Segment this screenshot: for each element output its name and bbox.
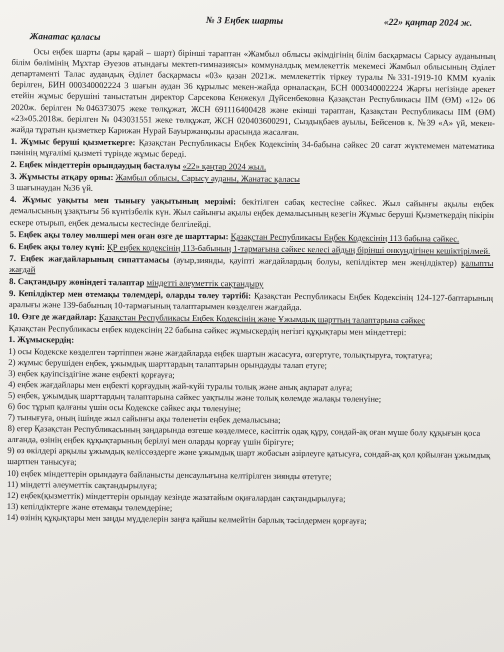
list-item: 7) тынығуға, оның ішінде жыл сайынғы ақы төленетін еңбек демалысына;: [7, 412, 281, 425]
list-item: 5) еңбек, ұжымдық шарттардың талаптарына сәйкес уақтылы және толық көлемде жалақы төленуіне;: [7, 389, 382, 404]
clause-value: қалыпты жағдай: [9, 257, 494, 275]
list-item: 6) бос тұрып қалғаны үшін осы Кодекске сәйкес ақы төленуіне;: [7, 400, 242, 414]
clause-text: міндетті әлеуметтік сақтандыру: [146, 277, 264, 289]
clause-number: 9.: [9, 288, 16, 299]
clause-number: 3.: [10, 171, 17, 182]
list-item: 10) еңбек міндеттерін орындауға байланысты денсаулығына келтірілген зиянды өтетуге;: [7, 467, 332, 481]
contract-date: «22» қаңтар 2024 ж.: [383, 17, 473, 29]
list-item: 4) еңбек жағдайлары мен еңбекті қорғаудың жай-күйі туралы толық және анық ақпарат алуға;: [8, 378, 353, 393]
clause-text: Қазақстан Республикасы Еңбек Кодексінің 34-бабына сәйкес 20 сағат жүктемемен математика пәнінің мұғалімі қызметі түрінде жұмыс береді.: [10, 137, 495, 159]
clause-4: [10, 194, 494, 232]
clause-label: Жұмыс беруші қызметкерге:: [20, 135, 136, 148]
list-item: 3) еңбек қауіпсіздігіне және еңбекті қорғауға;: [8, 367, 175, 380]
clause-text: Қазақстан Республикасы Еңбек Кодексінің және Ұжымдық шарттың талаптарына сәйкес: [98, 312, 426, 326]
list-item: 9) өз өкілдері арқылы ұжымдық келіссөздерге және ұжымдық шарт жобасын әзірлеуге қатысуға, сондай-ақ қол қойылған ұжымдық шартпен танысуға;: [7, 445, 491, 468]
list-item: 1) осы Кодекске көзделген тәртіппен және жағдайларда еңбек шартын жасасуға, өзгертуге, толықтыруға, тоқтатуға;: [8, 345, 433, 360]
rights-intro: Қазақстан Республикасы еңбек кодексінің 22 бабына сәйкес жұмыскердің негізгі құқықтары мен міндеттері:: [8, 323, 407, 338]
clause-label: Өзге де жағдайлар:: [21, 311, 97, 323]
clause-text: бекітілген сабақ кестесіне сәйкес. Жыл сайынғы ақылы еңбек демалысының ұзақтығы 56 күнтізбелік күн. Жыл сайынғы ақылы еңбек демалысының кезегін Жұмыс беруші Қызметкердің пікірін ескере отырып, еңбек демалысы кестесінде белгілейді.: [9, 196, 495, 229]
clause-label: Еңбек ақы төлеу мөлшері мен оған өзге де шарттары:: [18, 228, 229, 241]
clause-number: 1.: [10, 135, 18, 146]
clause-label: Еңбек жағдайларының сипаттамасы: [20, 252, 170, 265]
clause-label: Жұмыс уақыты мен тынығу уақытының мерзімі:: [22, 194, 237, 207]
clause-text: Қазақстан Республикасы Еңбек Кодексінің 113 бабына сәйкес.: [230, 230, 460, 244]
clause-number: 2.: [10, 159, 17, 170]
list-item: 13) кепілдіктерге және өтемақы төлемдеріне;: [6, 500, 173, 513]
clause-text: Қазақстан Республикасы Еңбек Кодексінің 124-127-баптарының аралығы және 139-бабының 10-тармағының талаптарымен көзделген жағдайда.: [8, 290, 494, 313]
clause-label: Сақтандыру жөніндегі талаптар: [17, 276, 145, 288]
clause-text: (ауыр,зиянды, қауіпті жағдайлардың болуы, кепілдіктер мен жеңілдіктер): [173, 254, 457, 268]
clause-label: Еңбек міндеттерін орындаудың басталуы: [18, 159, 181, 171]
list-item: 8) егер Қазақстан Республикасының заңдарында өзгеше көзделмесе, кәсіптік одақ құру, сондай-ақ оған мүше болу құқығын қоса алғанда, өзінің еңбек құқықтарының берілуі мен оларды қорғау үшін бірігуге;: [7, 423, 481, 448]
clause-number: 8.: [9, 275, 16, 287]
clause-number: 6.: [9, 240, 17, 251]
city-name: Жанатас қаласы: [29, 32, 101, 43]
rights-title: 1. Жұмыскердің:: [8, 334, 75, 346]
list-item: 11) міндетті әлеуметтік сақтандырылуға;: [7, 478, 158, 491]
clause-number: 5.: [9, 228, 17, 239]
clause-text: Жамбыл облысы, Сарысу ауданы, Жанатас қаласы: [115, 172, 300, 185]
clause-number: 10.: [8, 311, 20, 322]
contract-text: [7, 12, 496, 528]
list-item: 14) өзінің құқықтары мен заңды мүдделерін заңға қайшы келмейтін барлық тәсілдермен қорғауға;: [6, 511, 367, 526]
clause-text: «22» қаңтар 2024 жыл.: [182, 160, 267, 172]
clause-label: Кепілдіктер мен өтемақы төлемдері, оларды төлеу тәртібі:: [18, 288, 252, 301]
list-item: 2) жұмыс берушіден еңбек, ұжымдық шарттардың талаптарын орындауды талап етуге;: [8, 356, 328, 370]
clause-3-address: 3 шағынаудан №36 үй.: [10, 182, 94, 194]
contract-title: № 3 Еңбек шарты: [205, 16, 284, 27]
list-item: 12) еңбек(қызметтік) міндеттерін орындау кезінде жазатайым оқиғалардан сақтандырылуға;: [6, 489, 346, 504]
clause-number: 4.: [9, 194, 17, 205]
clause-label: Еңбек ақы төлеу күні:: [18, 240, 105, 252]
rights-list: [7, 346, 493, 529]
clause-number: 7.: [9, 252, 16, 263]
clause-label: Жұмысты атқару орны:: [18, 171, 114, 183]
intro-paragraph: Осы еңбек шарты (ары қарай – шарт) бірінші тараптан «Жамбыл облысы әкімдігінің білім басқармасы Сарысу ауданының білім бөлімінің Мұхтар Әуезов атындағы мектеп-гимназиясы» коммуналдық мемлекеттік мекемесі Жамбыл облысының Әділет департаменті Талас аудандық Әділет басқармасы «03» қазан 2021ж. мемлекеттік тіркеу туралы №331-1919-10 КММ куәлік берілген, БИН 000340002224 3 шағын аудан 36 құрылыс мекен-жайда орналасқан, БСН 000340002224 Жарғы негізінде әрекет етейін жұмыс берушіні таныстатын директор Сарсекова Кенжекул Дүйсенбековна Қазақстан Республикасы ІІМ (ӨМ) «12» 06 2020ж. берілген №046373075 жеке төлқұжат, ЖСН 691116400428 және екінші тараптан, Қазақстан Республикасы ІІМ (ӨМ) «23»05.2018ж. берілген № 043031551 жеке төлқұжат, ЖСН 020403600291, Сыздықбаев ауылы, Бейсенов к. №39 «А» үй, мекен-жайда тұратын қызметкер Карижан Нурай Бауыржанқызы арасында жасалған.: [10, 46, 496, 137]
clause-text: ҚР еңбек кодексінің 113-бабының 1-тармағына сәйкес келесі айдың бірінші онкүндігінен кешіктірілмей.: [106, 241, 491, 256]
